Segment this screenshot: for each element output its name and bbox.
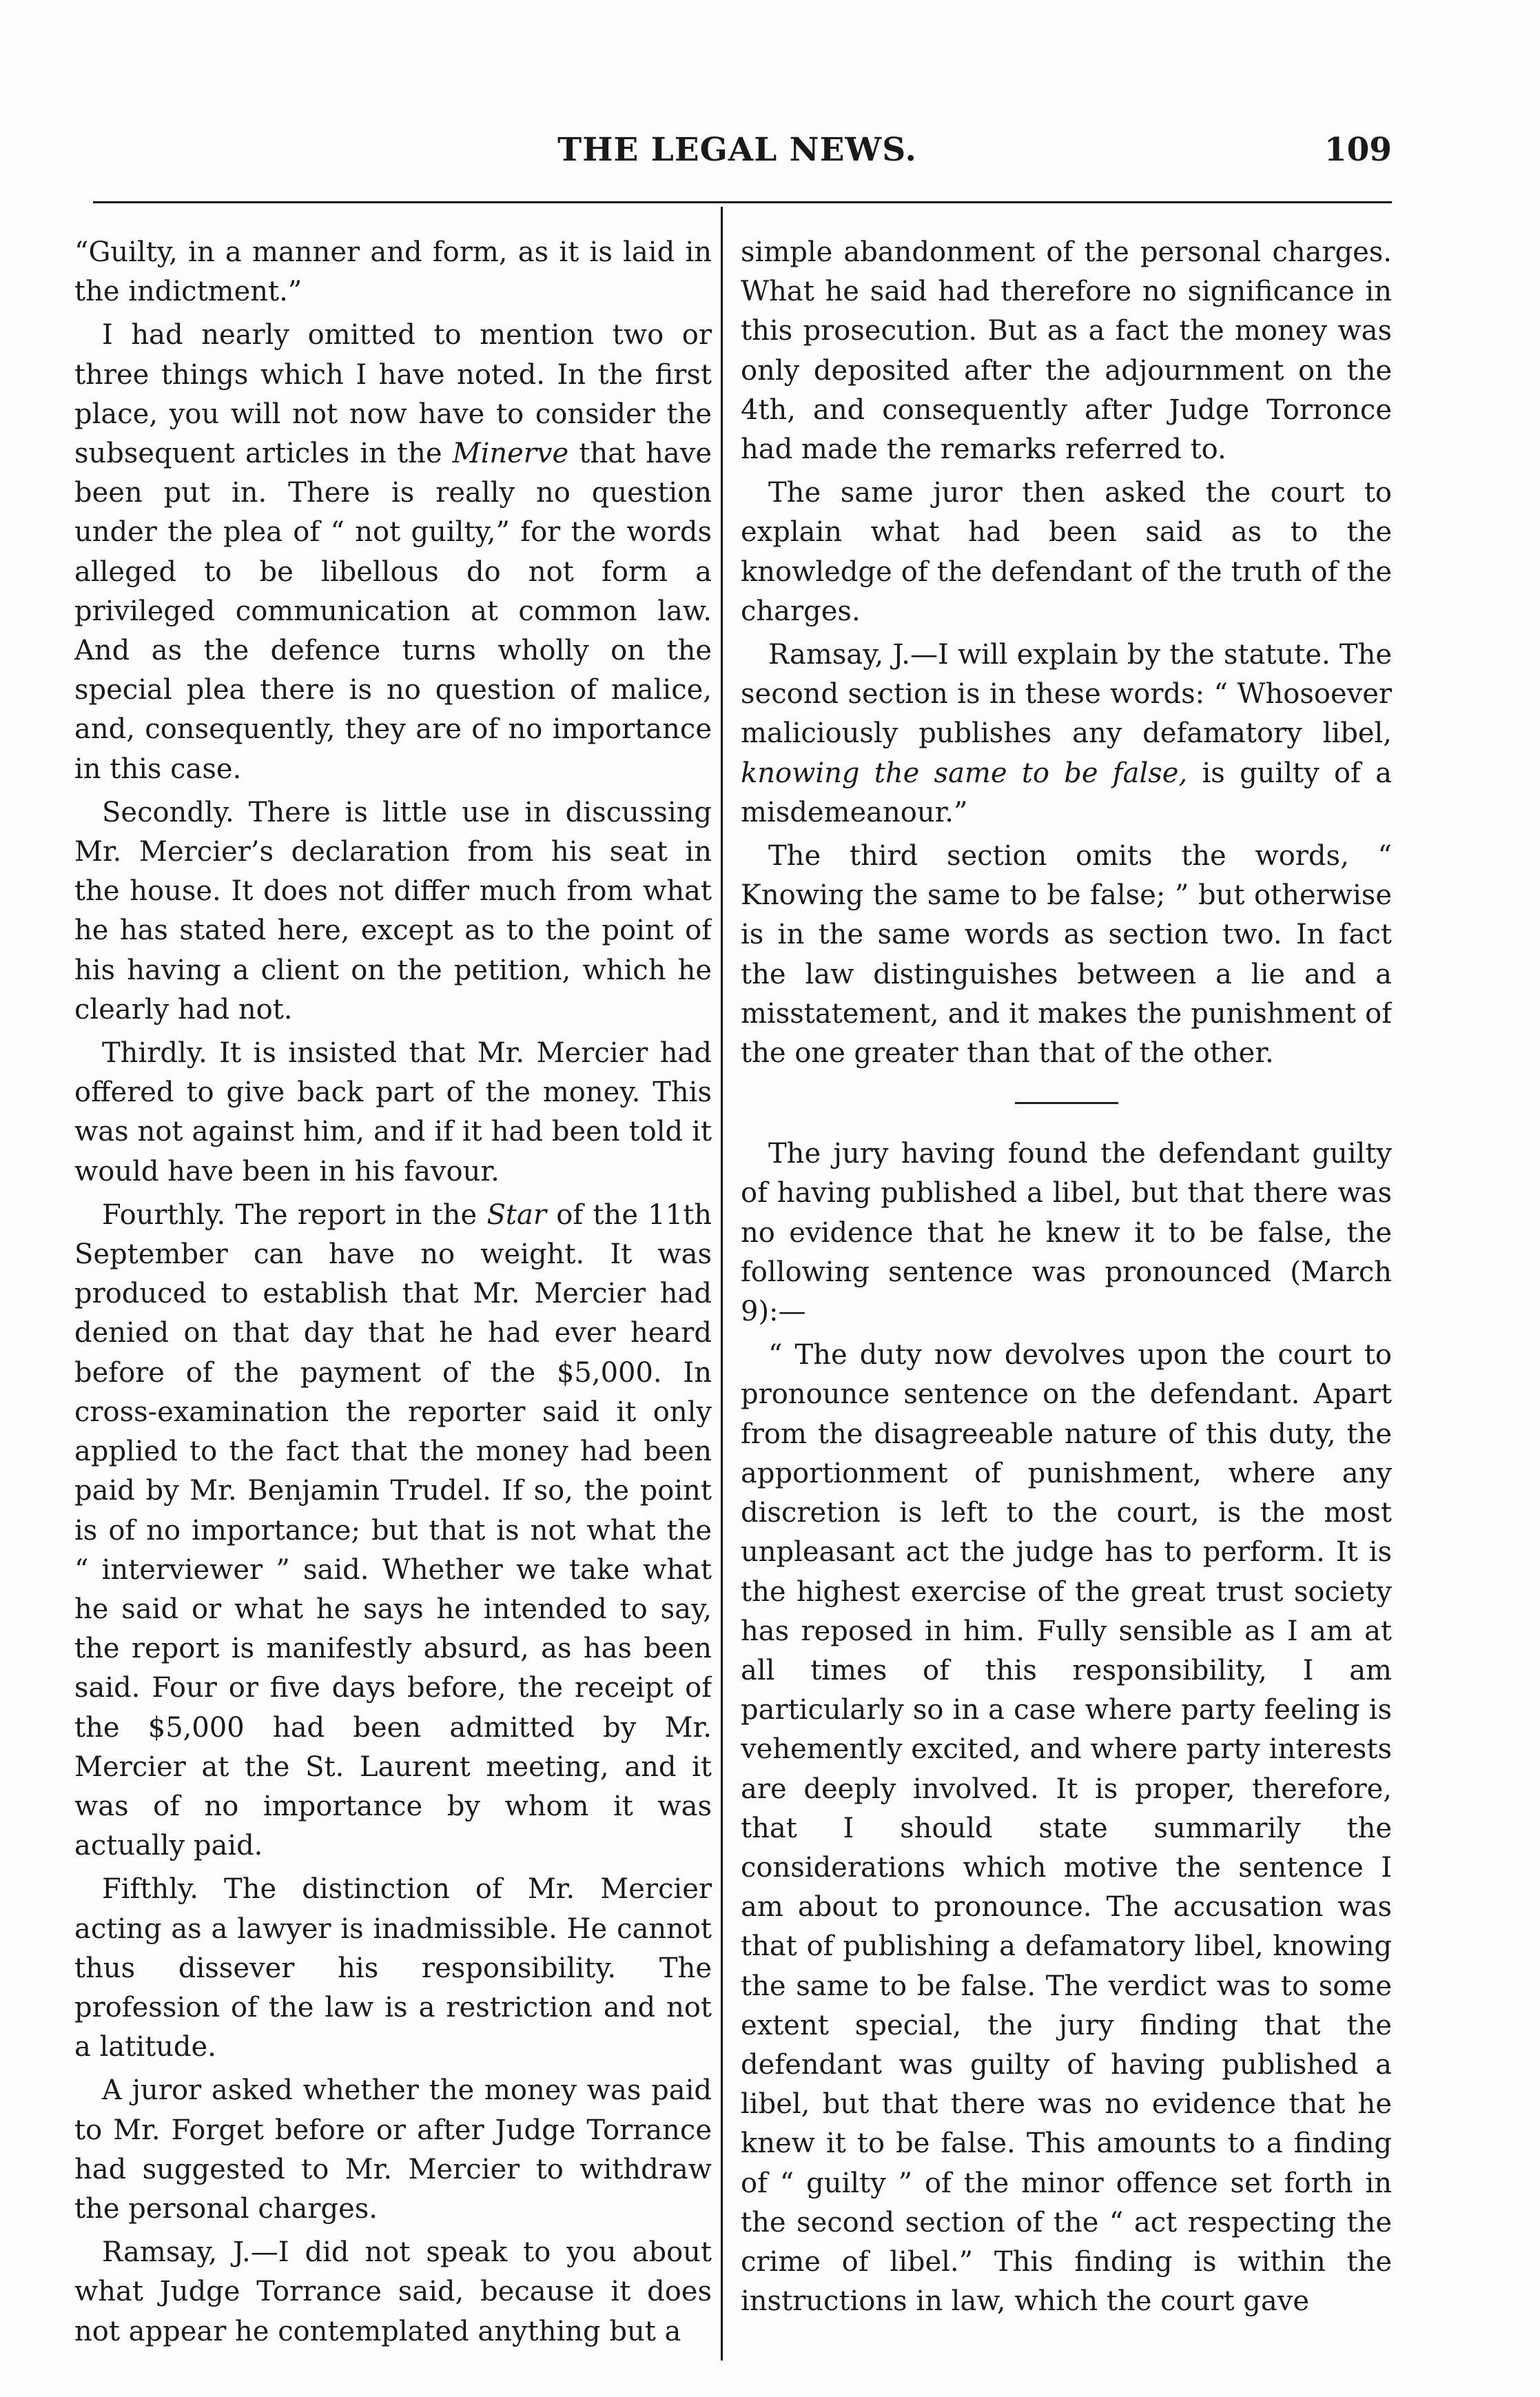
page-header xyxy=(83,131,1392,179)
paragraph: Ramsay, J.—I did not speak to you about what Judge Torrance said, because it does not appear he contemplated anything but a xyxy=(74,2236,712,2347)
left-column xyxy=(74,233,712,2352)
paragraph: Ramsay, J.—I will explain by the statute. The second section is in these words: “ Whosoever maliciously publishes any defamatory libel, knowing the same to be false, is guilty of a misdemeanour.” xyxy=(741,639,1392,828)
paragraph: “ The duty now devolves upon the court to pronounce sentence on the defendant. Apart from the disagreeable nature of this duty, the apportionment of punishment, where any discretion is left to the court, is the most unpleasant act the judge has to perform. It is the highest exercise of the great trust society has reposed in him. Fully sensible as I am at all times of this responsibility, I am particularly so in a case where party feeling is vehemently excited, and where party interests are deeply involved. It is proper, therefore, that I should state summarily the considerations which motive the sentence I am about to pronounce. The accusation was that of publishing a defamatory libel, knowing the same to be false. The verdict was to some extent special, the jury finding that the defendant was guilty of having published a libel, but that there was no evidence that he knew it to be false. This amounts to a finding of “ guilty ” of the minor offence set forth in the second section of the “ act respecting the crime of libel.” This finding is within the instructions in law, which the court gave xyxy=(741,1339,1392,2318)
paragraph: The jury having found the defendant guilty of having published a libel, but that there was no evidence that he knew it to be false, the following sentence was pronounced (March 9):— xyxy=(741,1138,1392,1328)
paragraph: simple abandonment of the personal charges. What he said had therefore no significance in this prosecution. But as a fact the money was only deposited after the adjournment on the 4th, and consequently after Judge Torronce had made the remarks referred to. xyxy=(741,236,1392,466)
right-column xyxy=(741,233,1392,2352)
paragraph: Thirdly. It is insisted that Mr. Mercier had offered to give back part of the money. This was not against him, and if it had been told it would have been in his favour. xyxy=(74,1037,712,1187)
header-rule xyxy=(93,201,1392,203)
paragraph: I had nearly omitted to mention two or three things which I have noted. In the first place, you will not now have to consider the subsequent articles in the Minerve that have been put in. There is really no question under the plea of “ not guilty,” for the words alleged to be libellous do not form a privileged communication at common law. And as the defence turns wholly on the special plea there is no question of malice, and, consequently, they are of no importance in this case. xyxy=(74,319,712,785)
paragraph: “Guilty, in a manner and form, as it is laid in the indictment.” xyxy=(74,236,712,308)
paragraph: Fifthly. The distinction of Mr. Mercier acting as a lawyer is inadmissible. He cannot thus dissever his responsibility. The profession of the law is a restriction and not a latitude. xyxy=(74,1873,712,2063)
paragraph: Fourthly. The report in the Star of the 11th September can have no weight. It was produced to establish that Mr. Mercier had denied on that day that he had ever heard before of the payment of the $5,000. In cross-examination the reporter said it only applied to the fact that the money had been paid by Mr. Benjamin Trudel. If so, the point is of no importance; but that is not what the “ interviewer ” said. Whether we take what he said or what he says he intended to say, the report is manifestly absurd, as has been said. Four or five days before, the receipt of the $5,000 had been admitted by Mr. Mercier at the St. Laurent meeting, and it was of no importance by whom it was actually paid. xyxy=(74,1198,712,1862)
running-title: THE LEGAL NEWS. xyxy=(557,131,917,169)
paragraph: The same juror then asked the court to explain what had been said as to the knowledge of the defendant of the truth of the charges. xyxy=(741,477,1392,627)
paragraph: Secondly. There is little use in discussing Mr. Mercier’s declaration from his seat in the house. It does not differ much from what he has stated here, except as to the point of his having a client on the petition, which he clearly had not. xyxy=(74,796,712,1026)
page-number: 109 xyxy=(1324,131,1392,169)
section-divider xyxy=(1015,1102,1118,1104)
paragraph: A juror asked whether the money was paid to Mr. Forget before or after Judge Torrance had suggested to Mr. Mercier to withdraw the personal charges. xyxy=(74,2074,712,2225)
column-divider xyxy=(721,207,723,2360)
paragraph: The third section omits the words, “ Knowing the same to be false; ” but otherwise is in the same words as section two. In fact the law distinguishes between a lie and a misstatement, and it makes the punishment of the one greater than that of the other. xyxy=(741,840,1392,1070)
